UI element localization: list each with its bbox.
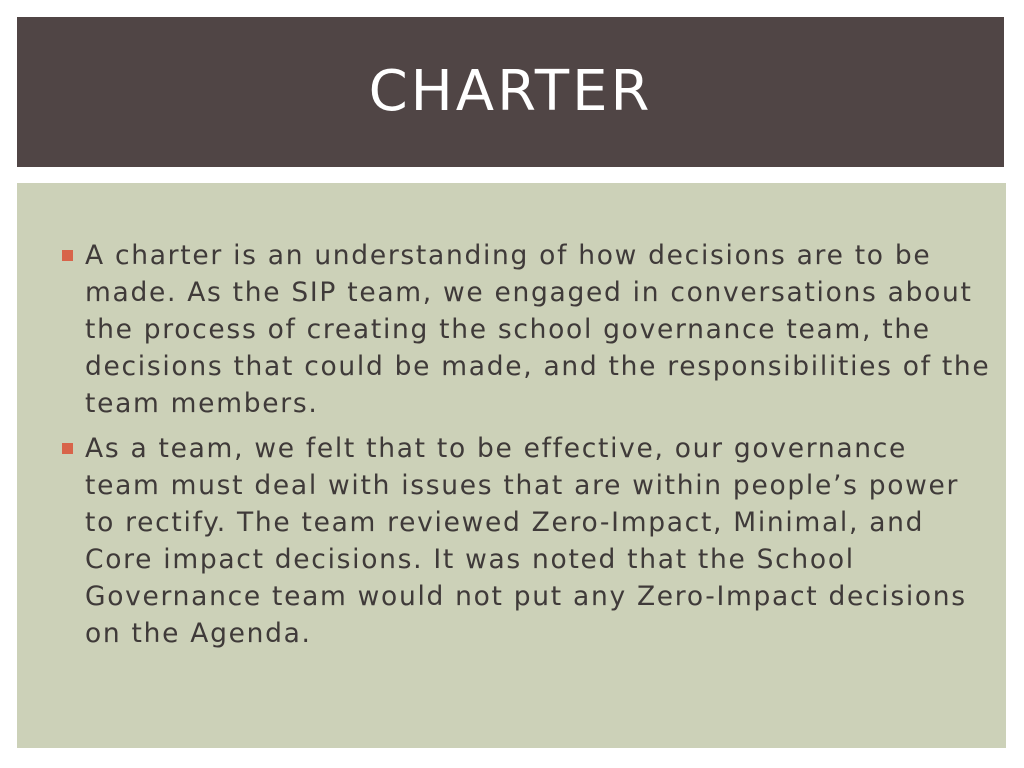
square-bullet-icon (62, 443, 73, 454)
bullet-text: As a team, we felt that to be effective, our governance team must deal with issues that are within people’s power to rectify. The team reviewed Zero-Impact, Minimal, and Core impact decisions. It was noted that the School Governance team would not put any Zero-Impact decisions on the Agenda. (85, 433, 967, 649)
bullet-text: A charter is an understanding of how decisions are to be made. As the SIP team, we engaged in conversations about the process of creating the school governance team, the decisions that could be made, and the responsibilities of the team members. (85, 240, 991, 419)
square-bullet-icon (62, 250, 73, 261)
bullet-item (62, 430, 992, 652)
bullet-item (62, 237, 992, 422)
slide-title: CHARTER (368, 59, 653, 124)
title-bar (17, 17, 1004, 167)
bullet-list (62, 237, 992, 660)
